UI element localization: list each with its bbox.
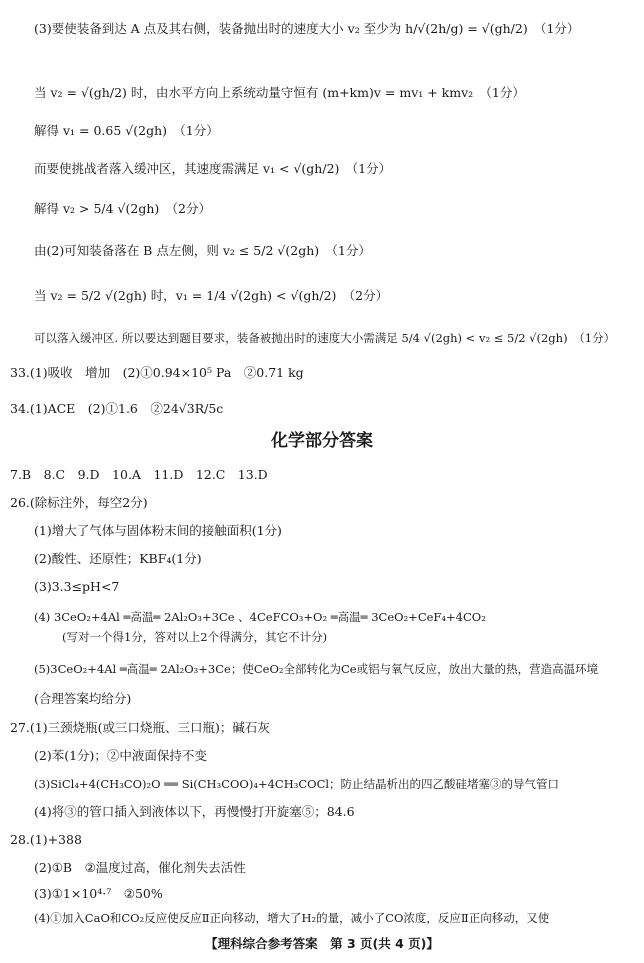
physics-line-3: 解得 v₁ = 0.65 √(2gh) （1分） bbox=[34, 123, 219, 138]
q28-2: (2)①B ②温度过高，催化剂失去活性 bbox=[34, 860, 246, 875]
q26-5-note: (合理答案均给分) bbox=[34, 691, 132, 706]
physics-line-8: 可以落入缓冲区. 所以要达到题目要求，装备被抛出时的速度大小需满足 5/4 √(2gh) < v₂ ≤ 5/2 √(2gh) （1分） bbox=[34, 331, 616, 345]
q26-2: (2)酸性、还原性；KBF₄(1分) bbox=[34, 551, 202, 566]
q26-header: 26.(除标注外，每空2分) bbox=[10, 495, 148, 510]
physics-line-5: 解得 v₂ > 5/4 √(2gh) （2分） bbox=[34, 201, 211, 216]
physics-line-4: 而要使挑战者落入缓冲区，其速度需满足 v₁ < √(gh/2) （1分） bbox=[34, 161, 392, 176]
physics-line-6: 由(2)可知装备落在 B 点左侧，则 v₂ ≤ 5/2 √(2gh) （1分） bbox=[34, 243, 371, 258]
q26-3: (3)3.3≤pH<7 bbox=[34, 579, 120, 594]
q28-4: (4)①加入CaO和CO₂反应使反应Ⅱ正向移动，增大了H₂的量，减小了CO浓度，反应Ⅱ正向移动，又使 bbox=[34, 911, 550, 925]
q28-1: 28.(1)+388 bbox=[10, 832, 82, 847]
q27-1: 27.(1)三颈烧瓶(或三口烧瓶、三口瓶)；碱石灰 bbox=[10, 720, 270, 735]
page-footer: 【理科综合参考答案 第 3 页(共 4 页)】 bbox=[205, 936, 439, 951]
physics-line-1: (3)要使装备到达 A 点及其右侧，装备抛出时的速度大小 v₂ 至少为 h/√(2h/g) = √(gh/2) （1分） bbox=[34, 21, 580, 36]
q26-4: (4) 3CeO₂+4Al ═高温═ 2Al₂O₃+3Ce 、4CeFCO₃+O₂ ═高温═ 3CeO₂+CeF₄+4CO₂ bbox=[34, 610, 486, 624]
q26-1: (1)增大了气体与固体粉末间的接触面积(1分) bbox=[34, 523, 282, 538]
q33-answer: 33.(1)吸收 增加 (2)①0.94×10⁵ Pa ②0.71 kg bbox=[10, 365, 304, 380]
chemistry-section-title: 化学部分答案 bbox=[271, 431, 373, 451]
physics-line-7: 当 v₂ = 5/2 √(2gh) 时，v₁ = 1/4 √(2gh) < √(gh/2) （2分） bbox=[34, 288, 389, 303]
q34-answer: 34.(1)ACE (2)①1.6 ②24√3R/5c bbox=[10, 401, 224, 416]
q27-2: (2)苯(1分)；②中液面保持不变 bbox=[34, 748, 207, 763]
physics-line-2: 当 v₂ = √(gh/2) 时，由水平方向上系统动量守恒有 (m+km)v = mv₁ + kmv₂ （1分） bbox=[34, 85, 525, 100]
q27-4: (4)将③的管口插入到液体以下，再慢慢打开旋塞⑤；84.6 bbox=[34, 804, 355, 819]
q26-4-note: (写对一个得1分，答对以上2个得满分，其它不计分) bbox=[62, 630, 328, 644]
q27-3: (3)SiCl₄+4(CH₃CO)₂O ══ Si(CH₃COO)₄+4CH₃COCl；防止结晶析出的四乙酸硅堵塞③的导气管口 bbox=[34, 777, 560, 791]
q26-5: (5)3CeO₂+4Al ═高温═ 2Al₂O₃+3Ce；使CeO₂全部转化为Ce或铝与氧气反应，放出大量的热，营造高温环境 bbox=[34, 662, 599, 676]
chem-mc-answers: 7.B 8.C 9.D 10.A 11.D 12.C 13.D bbox=[10, 467, 268, 482]
q28-3: (3)①1×10⁴·⁷ ②50% bbox=[34, 886, 163, 901]
